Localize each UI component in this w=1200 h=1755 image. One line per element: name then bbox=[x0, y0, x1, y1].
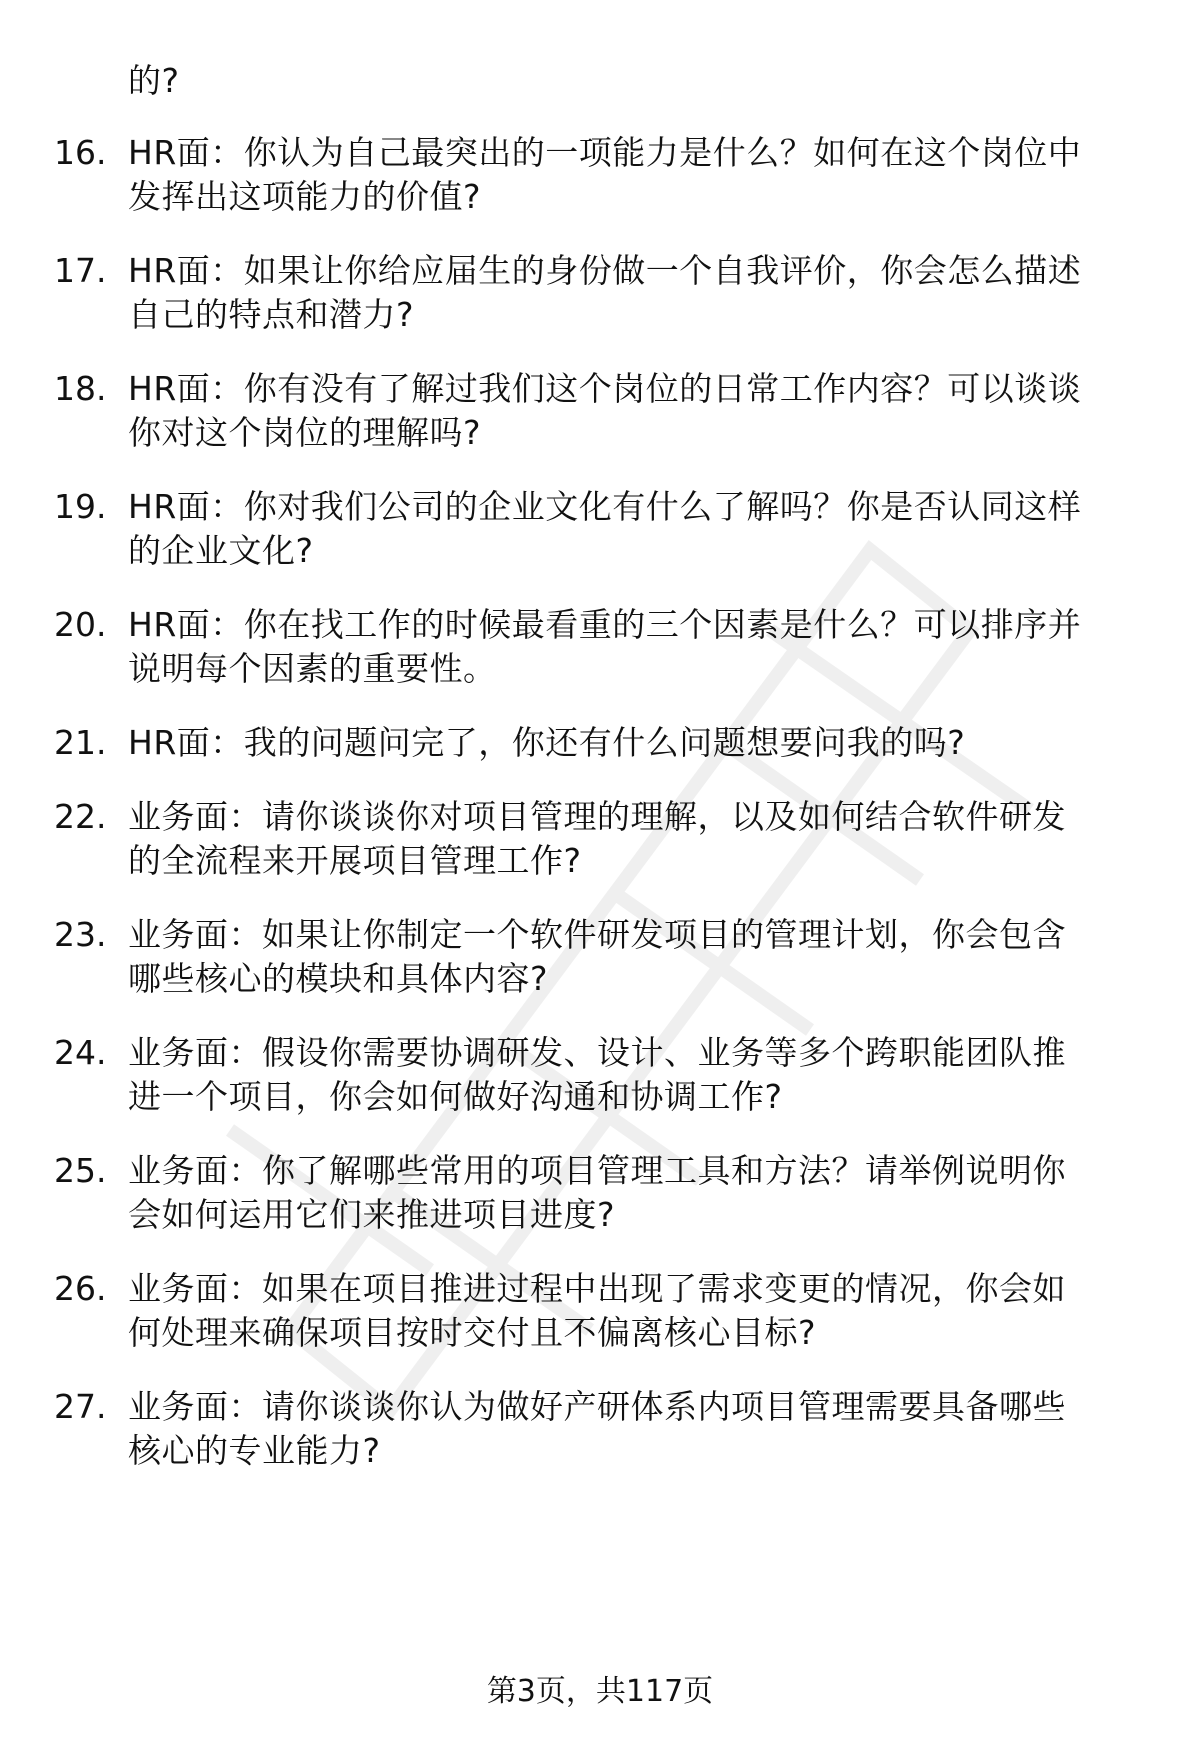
item-number: 17. bbox=[54, 251, 107, 290]
item-number: 21. bbox=[54, 723, 107, 762]
item-text-line2: 的全流程来开展项目管理工作? bbox=[128, 841, 582, 880]
item-text-line1: 业务面：你了解哪些常用的项目管理工具和方法？请举例说明你 bbox=[128, 1151, 1066, 1190]
item-text-line2: 核心的专业能力? bbox=[128, 1431, 381, 1470]
item-number: 20. bbox=[54, 605, 107, 644]
item-text-line2: 哪些核心的模块和具体内容? bbox=[128, 959, 549, 998]
item-text-line1: 业务面：假设你需要协调研发、设计、业务等多个跨职能团队推 bbox=[128, 1033, 1066, 1072]
item-text-line2: 说明每个因素的重要性。 bbox=[128, 649, 497, 688]
item-text-line2: 何处理来确保项目按时交付且不偏离核心目标? bbox=[128, 1313, 817, 1352]
item-text-line1: HR面：我的问题问完了，你还有什么问题想要问我的吗? bbox=[128, 723, 966, 762]
item-text-line2: 发挥出这项能力的价值? bbox=[128, 177, 482, 216]
item-number: 16. bbox=[54, 133, 107, 172]
continuation-text: 的? bbox=[128, 61, 180, 100]
item-text-line2: 进一个项目，你会如何做好沟通和协调工作? bbox=[128, 1077, 783, 1116]
page-number-footer: 第3页，共117页 bbox=[486, 1674, 714, 1709]
item-text-line2: 自己的特点和潜力? bbox=[128, 295, 415, 334]
item-text-line1: 业务面：如果在项目推进过程中出现了需求变更的情况，你会如 bbox=[128, 1269, 1066, 1308]
item-text-line2: 会如何运用它们来推进项目进度? bbox=[128, 1195, 616, 1234]
item-number: 27. bbox=[54, 1387, 107, 1426]
item-text-line1: HR面：你有没有了解过我们这个岗位的日常工作内容？可以谈谈 bbox=[128, 369, 1082, 408]
item-text-line1: HR面：你对我们公司的企业文化有什么了解吗？你是否认同这样 bbox=[128, 487, 1082, 526]
item-text-line1: HR面：你在找工作的时候最看重的三个因素是什么？可以排序并 bbox=[128, 605, 1082, 644]
item-number: 25. bbox=[54, 1151, 107, 1190]
item-text-line1: 业务面：请你谈谈你对项目管理的理解，以及如何结合软件研发 bbox=[128, 797, 1066, 836]
item-text-line1: HR面：如果让你给应届生的身份做一个自我评价，你会怎么描述 bbox=[128, 251, 1082, 290]
item-number: 22. bbox=[54, 797, 107, 836]
item-text-line2: 你对这个岗位的理解吗? bbox=[128, 413, 482, 452]
item-number: 26. bbox=[54, 1269, 107, 1308]
item-text-line1: 业务面：如果让你制定一个软件研发项目的管理计划，你会包含 bbox=[128, 915, 1066, 954]
item-text-line1: 业务面：请你谈谈你认为做好产研体系内项目管理需要具备哪些 bbox=[128, 1387, 1066, 1426]
item-text-line2: 的企业文化? bbox=[128, 531, 314, 570]
item-text-line1: HR面：你认为自己最突出的一项能力是什么？如何在这个岗位中 bbox=[128, 133, 1082, 172]
item-number: 24. bbox=[54, 1033, 107, 1072]
item-number: 23. bbox=[54, 915, 107, 954]
item-number: 18. bbox=[54, 369, 107, 408]
item-number: 19. bbox=[54, 487, 107, 526]
